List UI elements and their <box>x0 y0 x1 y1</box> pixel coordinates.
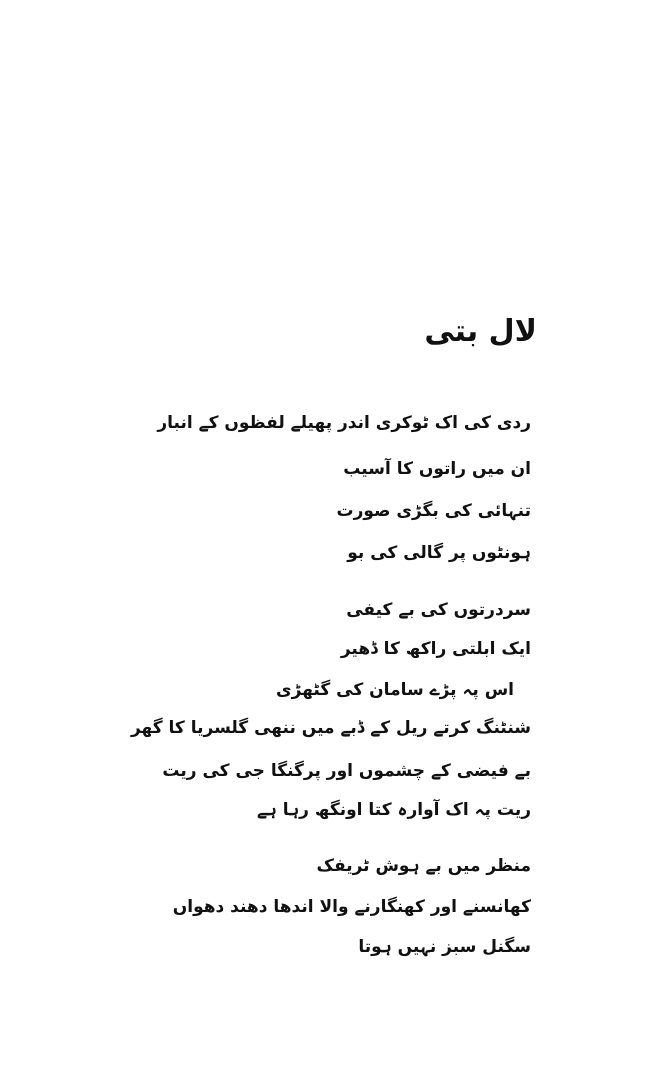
poem-line: کھانسنے اور کھنگارنے والا اندھا دھند دھواں <box>172 897 531 917</box>
poem-line: ریت پہ اک آوارہ کتا اونگھ رہا ہے <box>256 800 531 820</box>
poem-line: شنٹنگ کرتے ریل کے ڈبے میں ننھی گلسریا کا گھر <box>130 718 531 738</box>
poem-line: منظر میں بے ہوش ٹریفک <box>316 856 531 876</box>
poem-line: اس پہ پڑے سامان کی گٹھڑی <box>276 680 514 700</box>
poem-line: سگنل سبز نہیں ہوتا <box>358 937 531 957</box>
poem-line: ان میں راتوں کا آسیب <box>343 459 531 479</box>
poem-line: ایک ابلتی راکھ کا ڈھیر <box>340 639 531 659</box>
poem-line: سردرتوں کی بے کیفی <box>346 600 531 620</box>
poem-line: ہونٹوں پر گالی کی بو <box>347 543 531 563</box>
poem-title: لال بتی <box>424 314 537 349</box>
poem-line: ردی کی اک ٹوکری اندر پھیلے لفظوں کے انبار <box>157 413 531 433</box>
poem-line: بے فیضی کے چشموں اور پرگنگا جی کی ریت <box>162 761 531 781</box>
poem-line: تنہائی کی بگڑی صورت <box>336 501 531 521</box>
